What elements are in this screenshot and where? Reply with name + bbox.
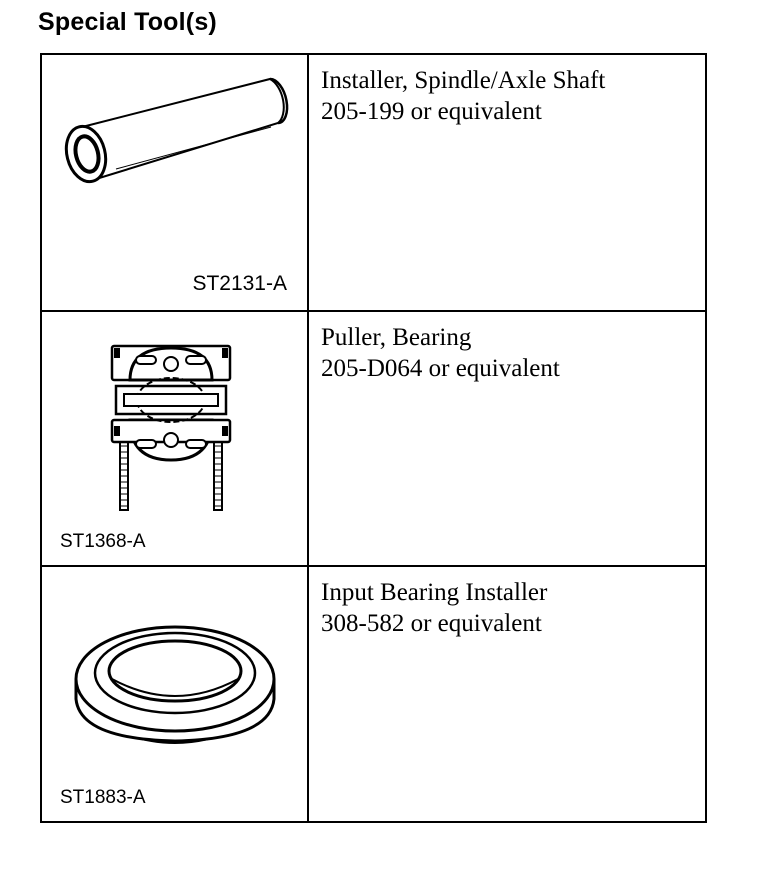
tool-name: Puller, Bearing bbox=[321, 324, 472, 351]
tool-number: 205-199 or equivalent bbox=[321, 98, 542, 125]
tube-icon bbox=[56, 67, 296, 197]
tool-description-cell bbox=[309, 55, 705, 310]
tool-name: Input Bearing Installer bbox=[321, 579, 548, 606]
tool-image-cell bbox=[42, 55, 309, 310]
tool-image-cell bbox=[42, 567, 309, 821]
tool-code: ST2131-A bbox=[192, 272, 287, 295]
page-title: Special Tool(s) bbox=[38, 8, 217, 36]
tool-code: ST1368-A bbox=[60, 531, 146, 552]
tool-number: 308-582 or equivalent bbox=[321, 610, 542, 637]
tool-description-cell bbox=[309, 567, 705, 821]
table-row bbox=[42, 567, 705, 821]
ring-installer-icon bbox=[70, 607, 280, 757]
table-row bbox=[42, 312, 705, 567]
tool-number: 205-D064 or equivalent bbox=[321, 355, 560, 382]
tool-name: Installer, Spindle/Axle Shaft bbox=[321, 67, 606, 94]
table-row bbox=[42, 55, 705, 312]
tool-image-cell bbox=[42, 312, 309, 565]
tool-code: ST1883-A bbox=[60, 787, 146, 808]
tool-description-cell bbox=[309, 312, 705, 565]
special-tools-table bbox=[40, 53, 707, 823]
bearing-puller-icon bbox=[106, 342, 236, 522]
